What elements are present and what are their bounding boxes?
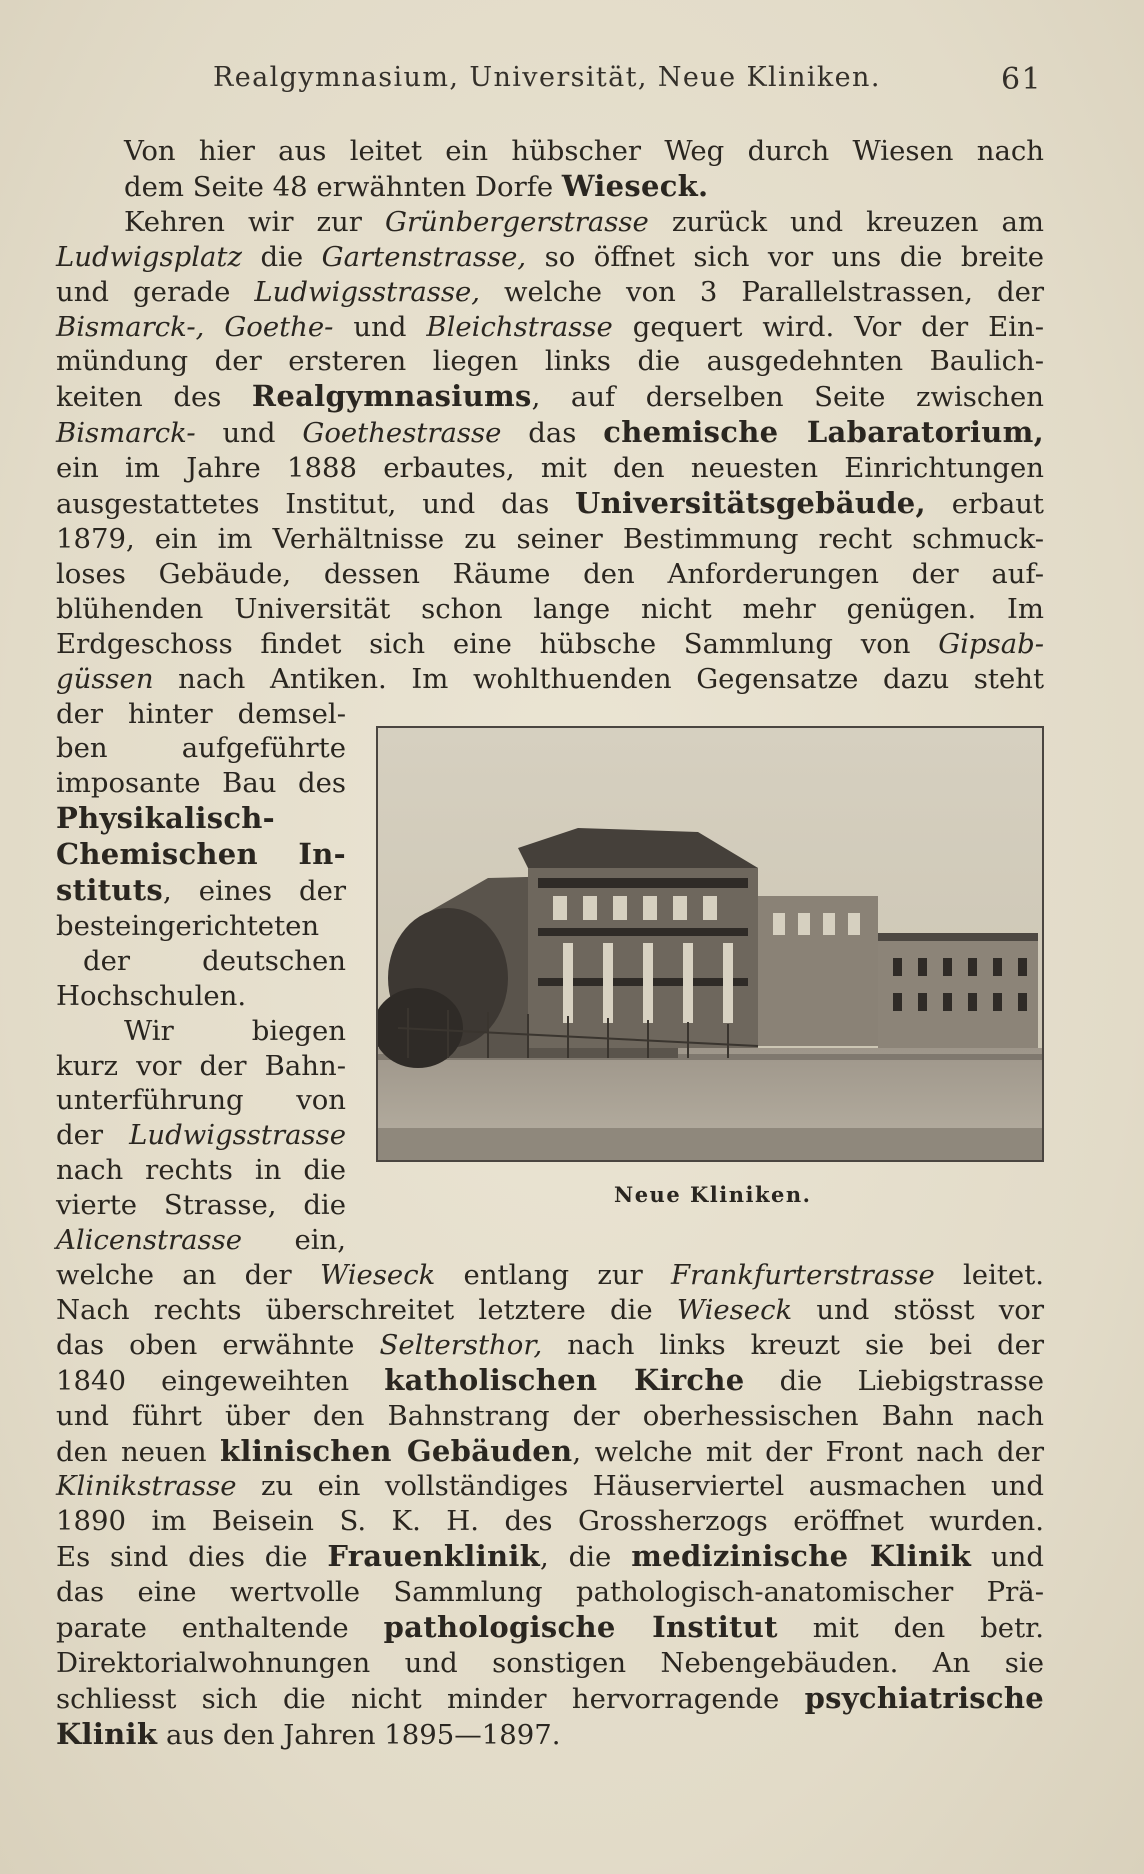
text-line: keiten des Realgymnasiums, auf derselben Seite zwischen (56, 379, 1044, 414)
text-line: Bismarck- und Goethestrasse das chemische Labaratorium, (56, 415, 1044, 450)
text-line: Es sind dies die Frauenklinik, die medizinische Klinik und (56, 1539, 1044, 1574)
text-line: Wir biegen (124, 1014, 346, 1047)
text-line: 1890 im Beisein S. K. H. des Grossherzogs eröffnet wurden. (56, 1505, 1044, 1538)
text-line: kurz vor der Bahn- (56, 1049, 346, 1082)
text-line: unterführung von (56, 1084, 346, 1117)
text-line: Physikalisch- (56, 801, 276, 836)
clinic-building-illustration (378, 728, 1042, 1160)
text-line: 1879, ein im Verhältnisse zu seiner Bestimmung recht schmuck- (56, 522, 1044, 555)
narrow-column-a (56, 697, 346, 1014)
text-line: Klinik aus den Jahren 1895—1897. (56, 1716, 561, 1751)
text-line: Klinikstrasse zu ein vollständiges Häuserviertel ausmachen und (56, 1470, 1044, 1503)
text-line: Erdgeschoss findet sich eine hübsche Sammlung von Gipsab- (56, 627, 1044, 660)
text-line: besteingerichteten (56, 909, 320, 942)
text-line: das oben erwähnte Seltersthor, nach links kreuzt sie bei der (56, 1328, 1044, 1361)
text-line: Hochschulen. (56, 979, 247, 1012)
text-line: mündung der ersteren liegen links die ausgedehnten Baulich- (56, 345, 1044, 378)
text-line: und führt über den Bahnstrang der oberhessischen Bahn nach (56, 1399, 1044, 1432)
page-number: 61 (1001, 62, 1042, 97)
text-line: ausgestattetes Institut, und das Universitätsgebäude, erbaut (56, 486, 1044, 521)
text-line: Chemischen In- (56, 837, 346, 872)
text-line: Ludwigsplatz die Gartenstrasse, so öffnet sich vor uns die breite (56, 240, 1045, 273)
text-line: der hinter demsel- (56, 697, 346, 730)
text-line: schliesst sich die nicht minder hervorragende psychiatrische (56, 1680, 1044, 1715)
text-line: imposante Bau des (56, 767, 346, 800)
text-line: Von hier aus leitet ein hübscher Weg durch Wiesen nach (124, 135, 1044, 167)
text-line: das eine wertvolle Sammlung pathologisch-anatomischer Prä- (56, 1576, 1044, 1609)
text-line: welche an der Wieseck entlang zur Frankfurterstrasse leitet. (56, 1259, 1044, 1291)
photo-neue-kliniken (376, 726, 1044, 1162)
page-header (0, 62, 1144, 102)
text-line: vierte Strasse, die (56, 1189, 346, 1222)
text-line: Alicenstrasse ein, (56, 1224, 346, 1257)
narrow-column-b (56, 1014, 346, 1258)
text-line: 1840 eingeweihten katholischen Kirche die Liebigstrasse (56, 1362, 1044, 1397)
text-line: blühenden Universität schon lange nicht mehr genügen. Im (56, 592, 1044, 625)
text-line: Bismarck-, Goethe- und Bleichstrasse gequert wird. Vor der Ein- (56, 310, 1044, 343)
running-title: Realgymnasium, Universität, Neue Kliniken. (213, 62, 881, 93)
text-line: loses Gebäude, dessen Räume den Anforderungen der auf- (56, 557, 1044, 590)
text-line: stituts, eines der (56, 873, 346, 908)
text-line: güssen nach Antiken. Im wohlthuenden Gegensatze dazu steht (56, 662, 1044, 695)
text-line: ein im Jahre 1888 erbautes, mit den neuesten Einrichtungen (56, 452, 1044, 485)
text-line: den neuen klinischen Gebäuden, welche mit der Front nach der (56, 1433, 1044, 1468)
text-line: der Ludwigsstrasse (56, 1119, 346, 1152)
text-line: Direktorialwohnungen und sonstigen Nebengebäuden. An sie (56, 1646, 1044, 1679)
text-line: ben aufgeführte (56, 732, 346, 765)
text-line: Nach rechts überschreitet letztere die Wieseck und stösst vor (56, 1293, 1044, 1326)
text-line: parate enthaltende pathologische Institut mit den betr. (56, 1610, 1044, 1645)
figure-neue-kliniken (376, 722, 1046, 1207)
text-line: Kehren wir zur Grünbergerstrasse zurück und kreuzen am (124, 205, 1044, 238)
figure-caption: Neue Kliniken. (614, 1182, 812, 1207)
text-line: nach rechts in die (56, 1154, 346, 1187)
paragraph-wieseck (56, 134, 1044, 205)
text-line: dem Seite 48 erwähnten Dorfe Wieseck. (124, 168, 709, 203)
text-line: und gerade Ludwigsstrasse, welche von 3 Parallelstrassen, der (56, 275, 1044, 308)
text-line: der deutschen (83, 944, 346, 977)
